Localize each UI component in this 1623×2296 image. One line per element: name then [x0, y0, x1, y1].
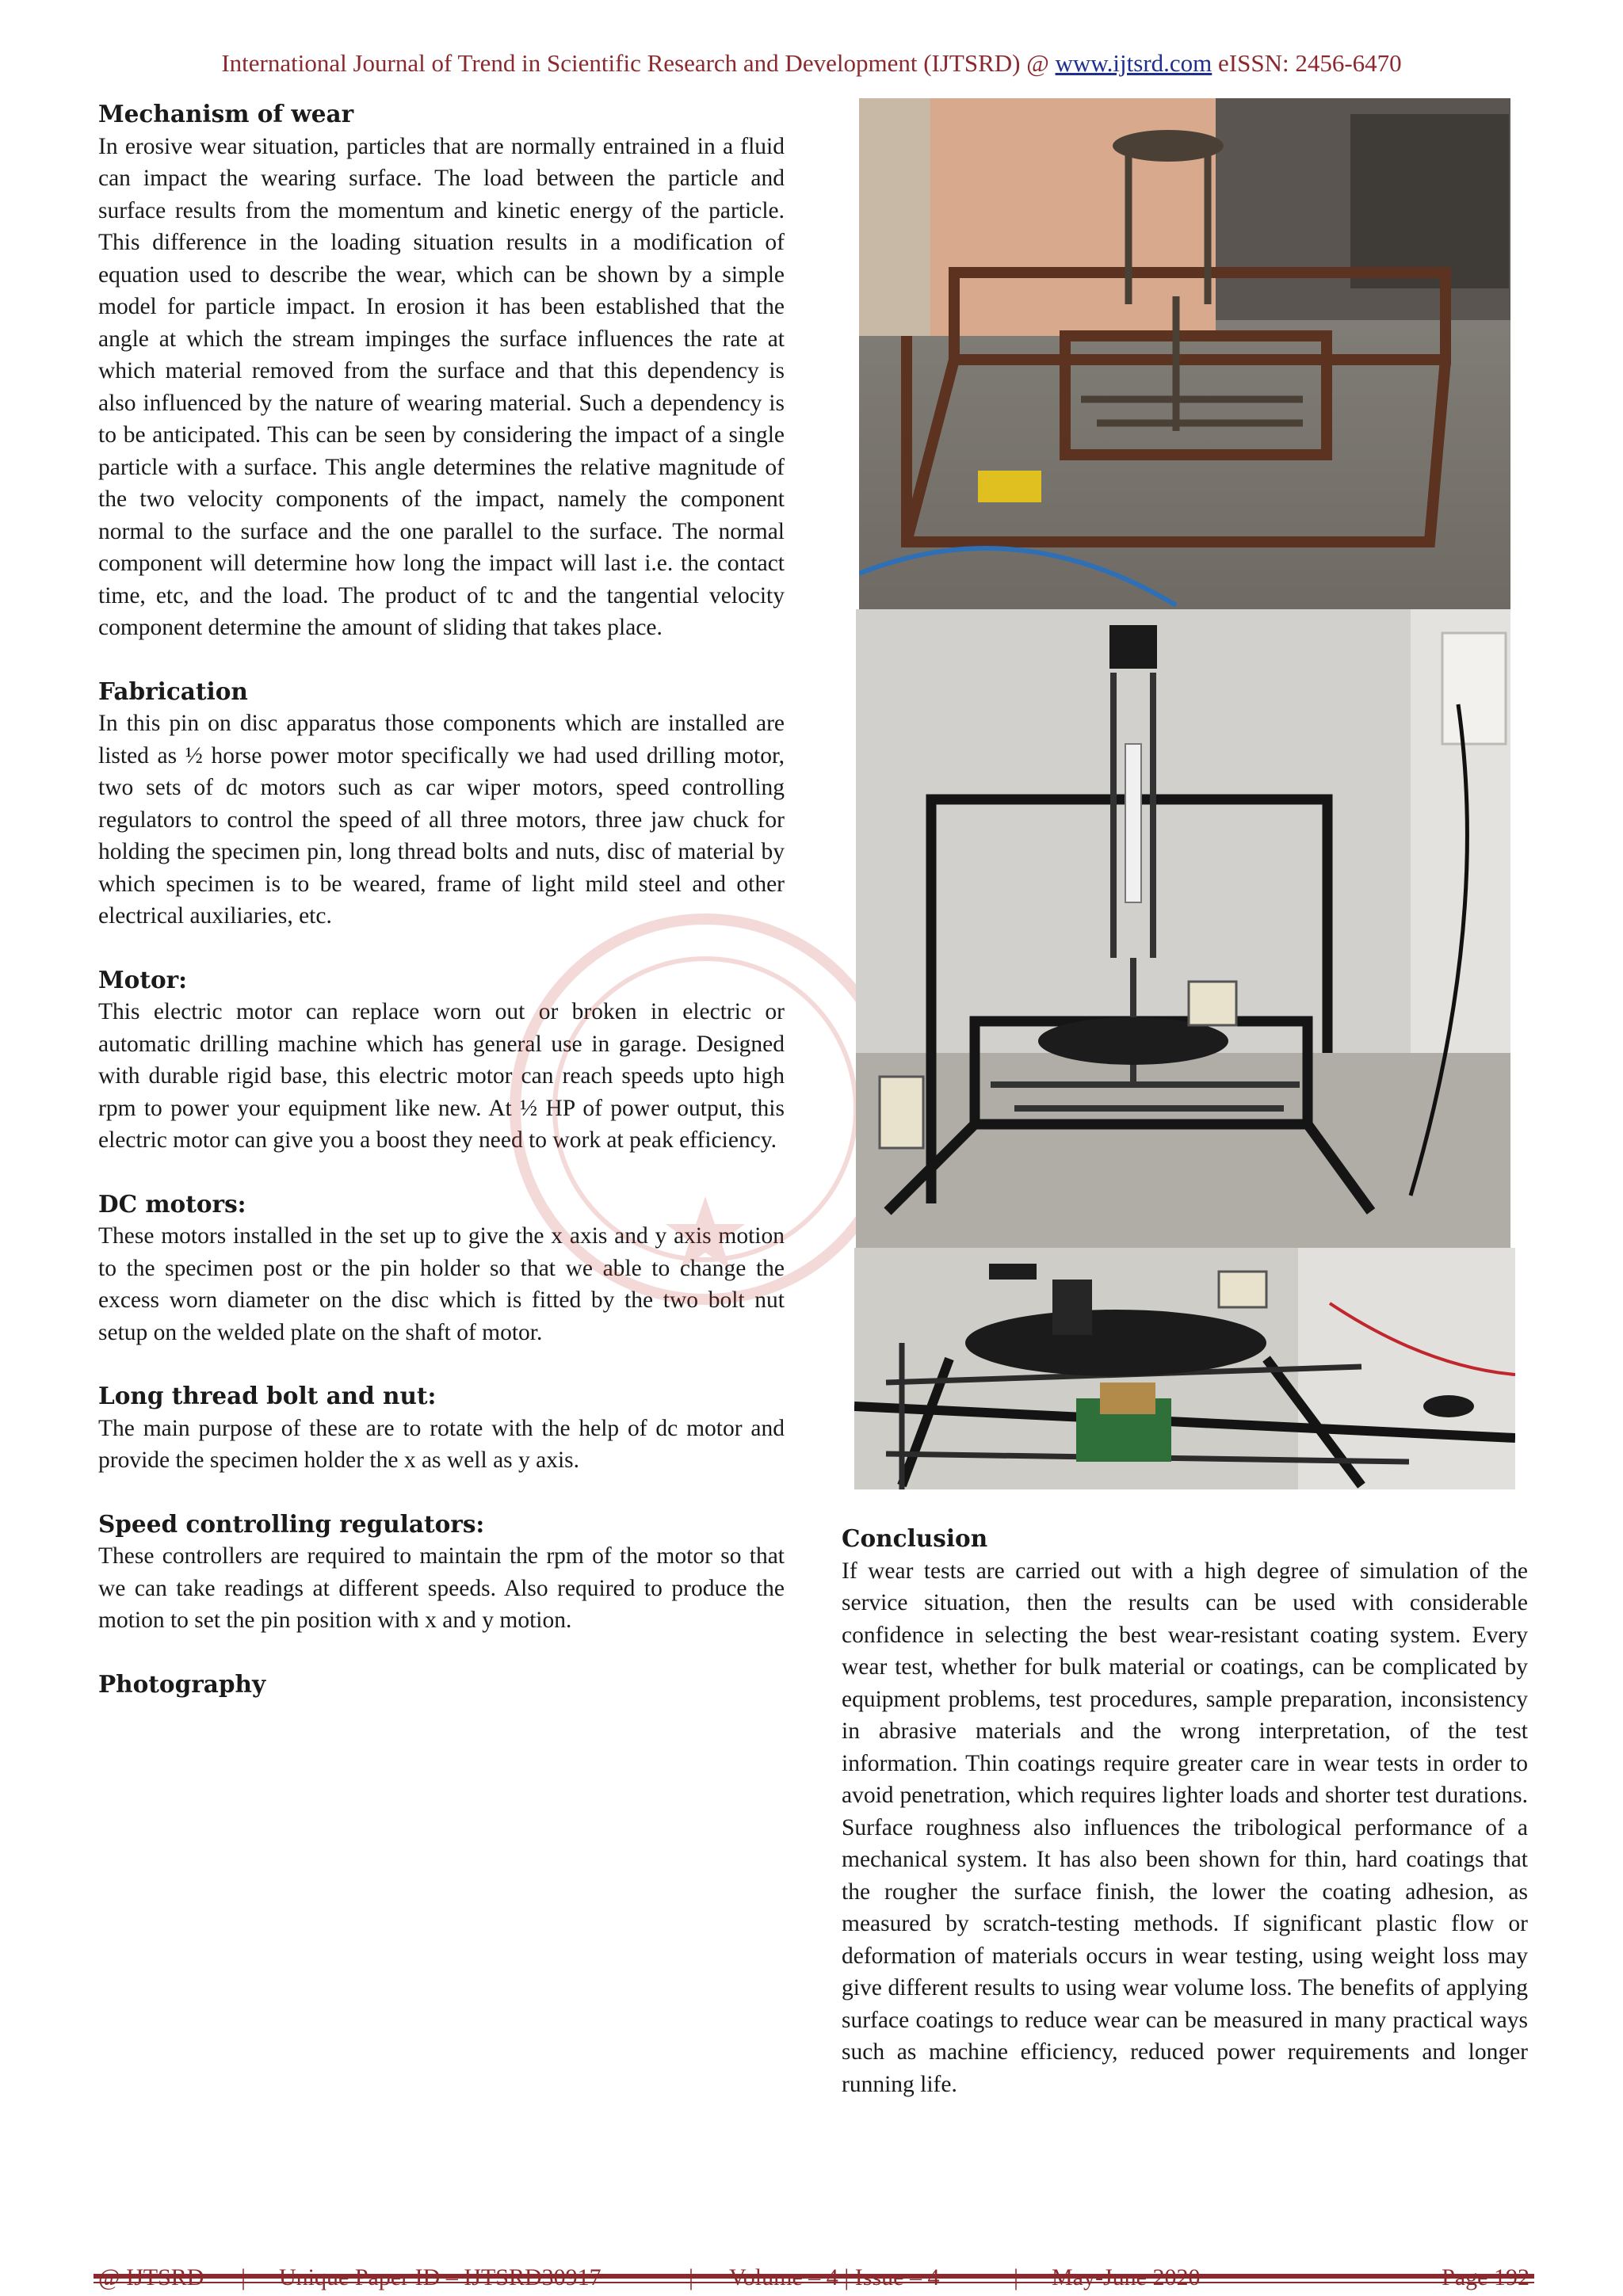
- photo-disc-closeup: [854, 1248, 1515, 1489]
- footer-page-number: Page 192: [1442, 2264, 1529, 2290]
- footer-publisher: @ IJTSRD: [98, 2264, 204, 2290]
- section-dc-motors: [98, 1188, 785, 1349]
- footer-separator: |: [689, 2264, 694, 2290]
- section-motor: [98, 964, 785, 1157]
- footer-separator: |: [241, 2264, 246, 2290]
- section-title: Long thread bolt and nut:: [98, 1382, 437, 1409]
- footer-volume: Volume – 4 | Issue – 4: [729, 2264, 940, 2290]
- section-title: DC motors:: [98, 1189, 246, 1218]
- journal-issn: eISSN: 2456-6470: [1212, 49, 1402, 77]
- journal-header: [0, 49, 1623, 78]
- section-body: The main purpose of these are to rotate with the help of dc motor and provide the specimen holder the x as well as y axis.: [98, 1415, 785, 1473]
- section-body: This electric motor can replace worn out or broken in electric or automatic drilling machine which has general use in garage. Designed with durable rigid base, this electric motor can reach speeds upto high rpm to power your equipment like new. At ½ HP of power output, this electric motor can give you a boost they need to work at peak efficiency.: [98, 999, 785, 1153]
- photo-frame-workshop: [859, 98, 1510, 609]
- section-regulators: [98, 1508, 785, 1637]
- section-title: Conclusion: [842, 1524, 988, 1552]
- section-title: Fabrication: [98, 677, 248, 705]
- section-title: Mechanism of wear: [98, 100, 354, 128]
- section-conclusion: [842, 1523, 1528, 2100]
- section-title: Photography: [98, 1669, 266, 1698]
- section-title: Motor:: [98, 965, 188, 994]
- section-title: Speed controlling regulators:: [98, 1509, 485, 1538]
- section-photography: [98, 1669, 785, 1701]
- section-body: In erosive wear situation, particles that are normally entrained in a fluid can impact the wearing surface. The load between the particle and surface results from the momentum and kinetic energy of the particle. This difference in the loading situation results in a modification of equation used to describe the wear, which can be shown by a simple model for particle impact. In erosion it has been established that the angle at which the stream impinges the surface influences the rate at which material removed from the surface and that this dependency is also influenced by the nature of wearing material. Such a dependency is to be anticipated. This can be seen by considering the impact of a single particle with a surface. This angle determines the relative magnitude of the two velocity components of the impact, namely the component normal to the surface and the one parallel to the surface. The normal component will determine how long the impact will last i.e. the contact time, etc, and the load. The product of tc and the tangential velocity component determine the amount of sliding that takes place.: [98, 133, 785, 640]
- photo-assembled-apparatus: [856, 609, 1510, 1248]
- footer-separator: |: [1014, 2264, 1019, 2290]
- section-body: These controllers are required to maintain the rpm of the motor so that we can take readings at different speeds. Also required to produce the motion to set the pin position with x and y motion.: [98, 1543, 785, 1633]
- section-bolt-nut: [98, 1380, 785, 1477]
- section-mechanism: [98, 98, 785, 644]
- footer-date: May-June 2020: [1052, 2264, 1201, 2290]
- footer-paper-id: Unique Paper ID – IJTSRD30917: [279, 2264, 601, 2290]
- journal-website-link[interactable]: www.ijtsrd.com: [1055, 49, 1212, 77]
- section-fabrication: [98, 676, 785, 933]
- section-body: If wear tests are carried out with a high degree of simulation of the service situation, then the results can be used with considerable confidence in selecting the best wear-resistant coating system. Every wear test, whether for bulk material or coatings, can be complicated by equipment problems, test procedures, sample preparation, inconsistency in abrasive materials and the wrong interpretation, of the test information. Thin coatings require greater care in wear tests in order to avoid penetration, which requires lighter loads and shorter test durations. Surface roughness also influences the tribological performance of a mechanical system. It has also been shown for thin, hard coatings that the rougher the surface finish, the lower the coating adhesion, as measured by scratch-testing methods. If significant plastic flow or deformation of materials occurs in wear testing, using weight loss may give different results to using wear volume loss. The benefits of applying surface coatings to reduce wear can be measured in many practical ways such as machine efficiency, reduced power requirements and longer running life.: [842, 1558, 1528, 2097]
- journal-title: International Journal of Trend in Scientific Research and Development (IJTSRD) @: [221, 49, 1056, 77]
- section-body: These motors installed in the set up to give the x axis and y axis motion to the specimen post or the pin holder so that we able to change the excess worn diameter on the disc which is fitted by the two bolt nut setup on the welded plate on the shaft of motor.: [98, 1223, 785, 1345]
- section-body: In this pin on disc apparatus those components which are installed are listed as ½ horse power motor specifically we had used drilling motor, two sets of dc motors such as car wiper motors, speed controlling regulators to control the speed of all three motors, three jaw chuck for holding the specimen pin, long thread bolts and nuts, disc of material by which specimen is to be weared, frame of light mild steel and other electrical auxiliaries, etc.: [98, 711, 785, 929]
- right-column: [842, 1523, 1528, 2132]
- left-column: [98, 98, 785, 1732]
